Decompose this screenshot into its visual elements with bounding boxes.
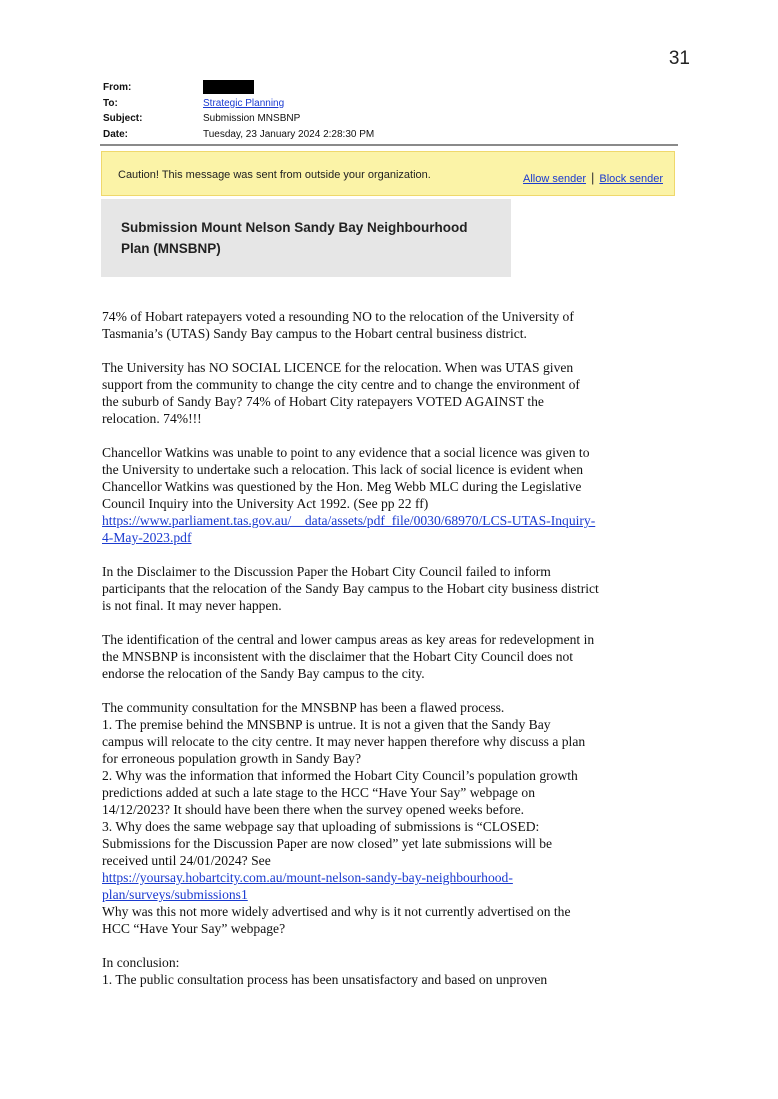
body-line: support from the community to change the city centre and to change the environment of — [102, 377, 580, 392]
from-label: From: — [103, 82, 132, 93]
body-line: Tasmania’s (UTAS) Sandy Bay campus to the Hobart central business district. — [102, 326, 527, 341]
paragraph-consultation — [102, 699, 680, 937]
body-line: the MNSBNP is inconsistent with the disclaimer that the Hobart City Council does not — [102, 649, 574, 664]
header-from-row — [103, 80, 374, 96]
body-line: Chancellor Watkins was unable to point to any evidence that a social licence was given to — [102, 445, 590, 460]
body-line: 14/12/2023? It should have been there when the survey opened weeks before. — [102, 802, 525, 817]
paragraph-conclusion — [102, 954, 680, 988]
body-line: endorse the relocation of the Sandy Bay campus to the city. — [102, 666, 425, 681]
to-value-link[interactable]: Strategic Planning — [203, 97, 285, 109]
paragraph-campus-areas — [102, 631, 680, 682]
body-line: The identification of the central and lower campus areas as key areas for redevelopment in — [102, 632, 595, 647]
body-line: 3. Why does the same webpage say that uploading of submissions is “CLOSED: — [102, 819, 540, 834]
email-header — [103, 80, 374, 142]
header-divider — [100, 144, 678, 146]
to-label: To: — [103, 97, 118, 109]
body-line: HCC “Have Your Say” webpage? — [102, 921, 286, 936]
block-sender-link[interactable]: Block sender — [599, 173, 663, 185]
header-date-row — [103, 127, 374, 143]
header-subject-row — [103, 111, 374, 127]
paragraph-social-licence — [102, 359, 680, 427]
body-line: 2. Why was the information that informed the Hobart City Council’s population growth — [102, 768, 578, 783]
subject-value: Submission MNSBNP — [203, 113, 301, 124]
redacted-sender-block — [203, 80, 254, 94]
submission-title-box — [101, 199, 511, 277]
body-line: The community consultation for the MNSBNP has been a flawed process. — [102, 700, 505, 715]
body-line: Why was this not more widely advertised and why is it not currently advertised on the — [102, 904, 571, 919]
yoursay-submissions-link[interactable]: https://yoursay.hobartcity.com.au/mount-nelson-sandy-bay-neighbourhood- — [102, 870, 513, 885]
body-line: Submissions for the Discussion Paper are now closed” yet late submissions will be — [102, 836, 553, 851]
caution-separator: | — [591, 170, 595, 185]
body-line: for erroneous population growth in Sandy Bay? — [102, 751, 361, 766]
subject-label: Subject: — [103, 113, 143, 124]
body-line: campus will relocate to the city centre. It may never happen therefore why discuss a plan — [102, 734, 586, 749]
body-line: 1. The public consultation process has been unsatisfactory and based on unproven — [102, 972, 548, 987]
body-line: 74% of Hobart ratepayers voted a resounding NO to the relocation of the University of — [102, 309, 574, 324]
paragraph-vote — [102, 308, 680, 342]
submission-title-line: Submission Mount Nelson Sandy Bay Neighbourhood — [121, 220, 468, 235]
paragraph-disclaimer — [102, 563, 680, 614]
body-line: In the Disclaimer to the Discussion Paper the Hobart City Council failed to inform — [102, 564, 551, 579]
body-line: The University has NO SOCIAL LICENCE for the relocation. When was UTAS given — [102, 360, 574, 375]
allow-sender-link[interactable]: Allow sender — [523, 173, 587, 185]
body-line: relocation. 74%!!! — [102, 411, 202, 426]
body-line: the suburb of Sandy Bay? 74% of Hobart City ratepayers VOTED AGAINST the — [102, 394, 544, 409]
paragraph-chancellor — [102, 444, 680, 546]
yoursay-submissions-link-cont[interactable]: plan/surveys/submissions1 — [102, 887, 248, 902]
body-line: 1. The premise behind the MNSBNP is untrue. It is not a given that the Sandy Bay — [102, 717, 551, 732]
header-to-row — [103, 96, 374, 112]
caution-actions — [523, 170, 663, 185]
caution-text: Caution! This message was sent from outside your organization. — [118, 169, 431, 181]
submission-title-line: Plan (MNSBNP) — [121, 241, 221, 256]
page-number: 31 — [668, 48, 690, 69]
body-line: received until 24/01/2024? See — [102, 853, 271, 868]
body-line: participants that the relocation of the Sandy Bay campus to the Hobart city business district — [102, 581, 599, 596]
body-line: Chancellor Watkins was questioned by the Hon. Meg Webb MLC during the Legislative — [102, 479, 582, 494]
body-line: is not final. It may never happen. — [102, 598, 282, 613]
external-caution-banner — [101, 151, 675, 196]
parliament-inquiry-link[interactable]: https://www.parliament.tas.gov.au/__data/assets/pdf_file/0030/68970/LCS-UTAS-Inquiry- — [102, 513, 596, 528]
body-line: In conclusion: — [102, 955, 180, 970]
email-body — [102, 308, 680, 1005]
body-line: predictions added at such a late stage to the HCC “Have Your Say” webpage on — [102, 785, 535, 800]
parliament-inquiry-link-cont[interactable]: 4-May-2023.pdf — [102, 530, 192, 545]
date-label: Date: — [103, 128, 129, 140]
body-line: the University to undertake such a relocation. This lack of social licence is evident when — [102, 462, 584, 477]
body-line: Council Inquiry into the University Act 1992. (See pp 22 ff) — [102, 496, 429, 511]
date-value: Tuesday, 23 January 2024 2:28:30 PM — [203, 128, 375, 140]
